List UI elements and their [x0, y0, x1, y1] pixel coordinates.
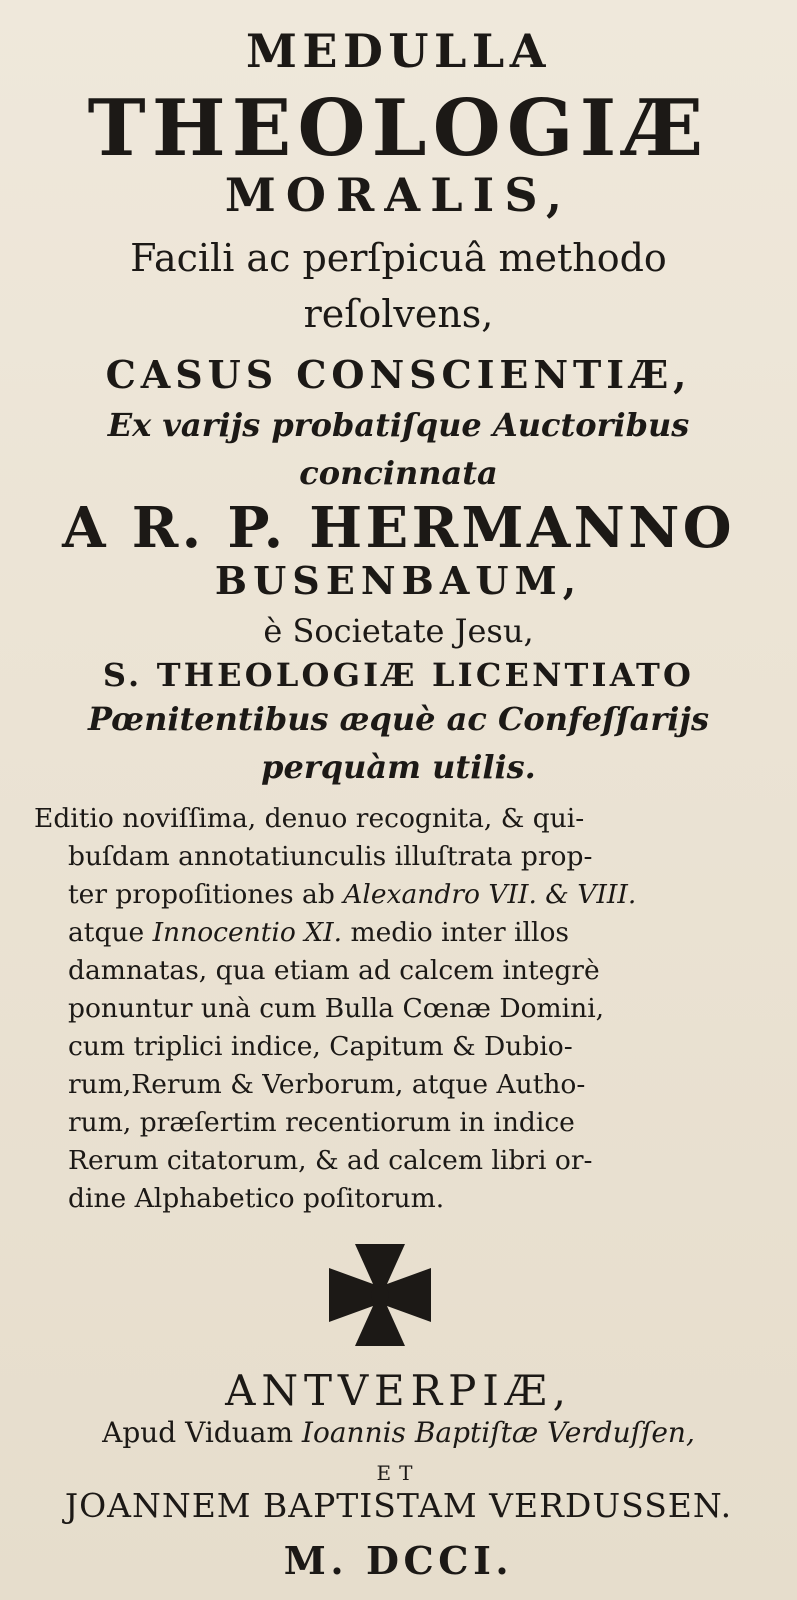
imprint-et: ET	[376, 1461, 421, 1485]
edition-text: Innocentio XI.	[152, 917, 343, 948]
casus-conscientiae: CASUS CONSCIENTIÆ,	[105, 352, 692, 397]
edition-line	[34, 1066, 734, 1104]
edition-line	[34, 914, 734, 952]
title-line-moralis: MORALIS,	[224, 168, 573, 222]
imprint-apud-line	[0, 1418, 797, 1449]
edition-line	[34, 800, 734, 838]
edition-line	[34, 876, 734, 914]
edition-text: ponuntur unà cum Bulla Cœnæ Domini,	[68, 993, 605, 1024]
edition-line	[34, 1142, 734, 1180]
penitents-line-1: Pœnitentibus æquè ac Confeſſarijs	[87, 700, 710, 738]
cross-pattee-icon	[325, 1240, 435, 1350]
edition-text: Editio noviſſima, denuo recognita, & qui-	[34, 803, 585, 834]
edition-text: atque	[68, 917, 153, 948]
imprint-apud-name: Ioannis Baptiſtæ Verduſſen,	[301, 1416, 695, 1449]
society-line: è Societate Jesu,	[263, 612, 534, 650]
penitents-line-2: perquàm utilis.	[261, 748, 536, 786]
subtitle-line-2: reſolvens,	[303, 292, 494, 336]
edition-text: cum triplici indice, Capitum & Dubio-	[68, 1031, 573, 1062]
sources-line-2: concinnata	[299, 454, 498, 492]
edition-text: Rerum citatorum, & ad calcem libri or-	[68, 1145, 593, 1176]
title-line-medulla: MEDULLA	[245, 24, 551, 78]
edition-line	[34, 838, 734, 876]
edition-text: rum,Rerum & Verborum, atque Autho-	[68, 1069, 586, 1100]
edition-line	[34, 1028, 734, 1066]
edition-text: damnatas, qua etiam ad calcem integrè	[68, 955, 600, 986]
imprint-year: M. DCCI.	[283, 1538, 514, 1583]
edition-text: ter propoſitiones ab	[68, 879, 344, 910]
imprint-printer: JOANNEM BAPTISTAM VERDUSSEN.	[64, 1486, 733, 1525]
edition-text: Alexandro VII. & VIII.	[343, 879, 637, 910]
imprint-place: ANTVERPIÆ,	[225, 1366, 572, 1415]
licentiate-line: S. THEOLOGIÆ LICENTIATO	[102, 656, 695, 694]
edition-text: dine Alphabetico poſitorum.	[68, 1183, 445, 1214]
author-line-2: BUSENBAUM,	[214, 558, 583, 603]
edition-line	[34, 952, 734, 990]
edition-line	[34, 1104, 734, 1142]
subtitle-line-1: Facili ac perſpicuâ methodo	[130, 236, 667, 280]
edition-text: medio inter illos	[342, 917, 570, 948]
edition-text: buſdam annotatiunculis illuſtrata prop-	[68, 841, 593, 872]
sources-line-1: Ex varijs probatiſque Auctoribus	[107, 406, 690, 444]
edition-line	[34, 990, 734, 1028]
title-line-theologiae: THEOLOGIÆ	[87, 83, 710, 174]
author-line-1: A R. P. HERMANNO	[62, 495, 735, 561]
edition-paragraph	[34, 800, 734, 1218]
imprint-apud: Apud Viduam	[102, 1416, 294, 1449]
edition-line	[34, 1180, 734, 1218]
edition-text: rum, præſertim recentiorum in indice	[68, 1107, 575, 1138]
